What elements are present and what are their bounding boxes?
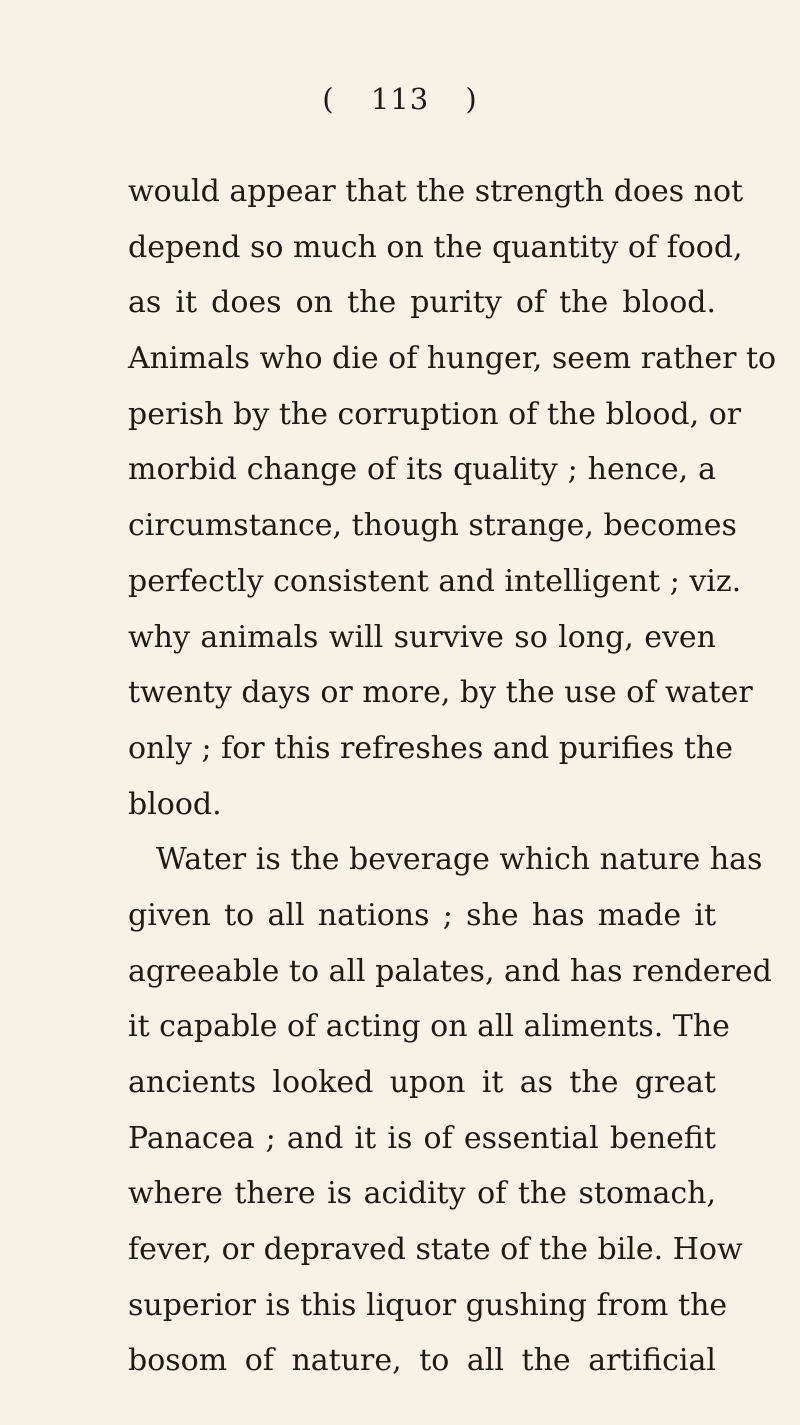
text-line-3: as it does on the purity of the blood.	[128, 285, 716, 321]
text-line-20: fever, or depraved state of the bile. How	[128, 1232, 743, 1268]
text-line-18: Panacea ; and it is of essential benefit	[128, 1120, 716, 1156]
header-left-paren: (	[322, 82, 335, 116]
text-line-22: bosom of nature, to all the artificial	[128, 1343, 716, 1379]
text-line-17: ancients looked upon it as the great	[128, 1065, 716, 1100]
body-text	[128, 164, 777, 1389]
text-line-1: would appear that the strength does not	[128, 174, 744, 209]
page-header	[0, 82, 800, 116]
text-line-10: twenty days or more, by the use of water	[128, 675, 753, 711]
text-line-13: Water is the beverage which nature has	[156, 842, 763, 878]
text-line-21: superior is this liquor gushing from the	[128, 1287, 728, 1323]
text-line-4: Animals who die of hunger, seem rather to	[128, 341, 777, 377]
text-line-12: blood.	[128, 786, 222, 822]
page-number: 113	[370, 82, 430, 116]
text-line-2: depend so much on the quantity of food,	[128, 229, 743, 265]
text-line-11: only ; for this refreshes and purifies the	[128, 730, 733, 766]
text-line-5: perish by the corruption of the blood, or	[128, 396, 742, 432]
text-line-14: given to all nations ; she has made it	[128, 897, 716, 933]
text-line-19: where there is acidity of the stomach,	[128, 1176, 716, 1212]
text-line-8: perfectly consistent and intelligent ; viz.	[128, 563, 742, 599]
text-line-16: it capable of acting on all aliments. The	[128, 1009, 730, 1045]
text-line-6: morbid change of its quality ; hence, a	[128, 452, 716, 488]
text-line-9: why animals will survive so long, even	[128, 619, 716, 655]
header-right-paren: )	[465, 82, 478, 116]
text-line-15: agreeable to all palates, and has rendered	[128, 953, 772, 989]
text-line-7: circumstance, though strange, becomes	[128, 508, 737, 544]
